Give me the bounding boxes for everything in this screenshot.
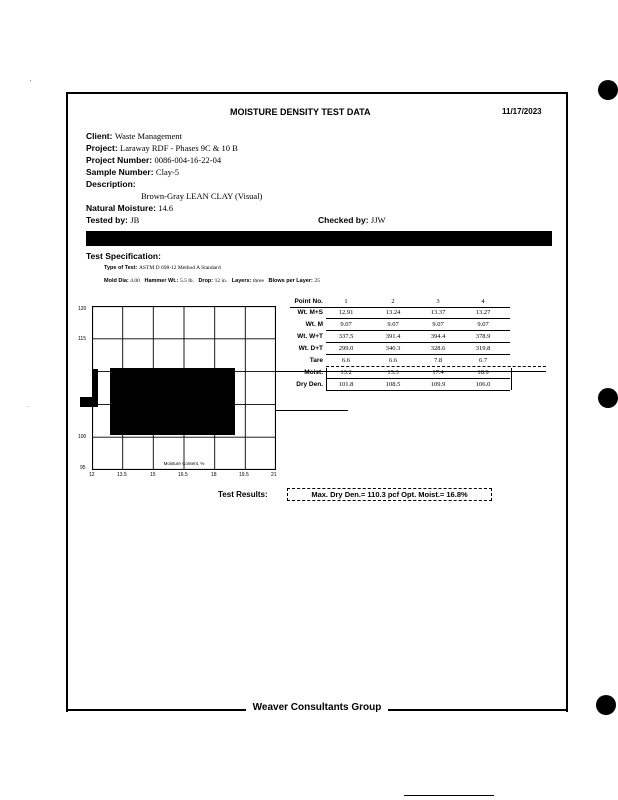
hammer-label: Hammer Wt.: [144,278,179,284]
scan-speck: ' [30,80,32,87]
footer-company: Weaver Consultants Group [252,702,382,713]
blows-value: 25 [314,278,320,284]
chart-redaction-edge [80,397,92,407]
project-value: Laraway RDF - Phases 9C & 10 B [120,143,238,153]
client-label: Client: [86,131,113,141]
spec-heading: Test Specification: [86,251,161,261]
row-label: Moist. [304,369,323,376]
redaction-bar [86,231,552,246]
y-tick: 115 [78,336,86,342]
footer-rule-left [66,709,246,711]
x-tick: 16.5 [178,472,188,478]
table-cell: 15.3 [387,369,399,376]
checked-by-value: JJW [370,215,386,225]
table-cell: 6.6 [341,357,351,364]
y-tick: 95 [80,465,86,471]
footer-rule-right [388,709,566,711]
row-label: Dry Den. [296,381,323,388]
x-axis-label: Moisture Content, % [163,461,205,466]
tested-by-value: JB [130,215,140,225]
description-row [86,178,136,190]
chart-redaction-main [110,368,235,435]
description-label: Description: [86,179,136,189]
table-rule [326,330,510,331]
row-label: Wt. M+S [297,309,323,316]
table-cell: 9.07 [387,321,399,328]
table-rule [326,318,510,319]
spec-type-value: ASTM D 698-12 Method A Standard [138,265,221,271]
client-value: Waste Management [114,131,182,141]
x-tick: 13.5 [117,472,127,478]
sample-number-value: Clay-5 [155,167,180,177]
table-rule [326,366,546,367]
x-tick: 18 [211,472,217,478]
table-cell: 108.5 [385,381,401,388]
table-cell: 106.0 [475,381,491,388]
table-rule [326,342,510,343]
x-tick: 15 [150,472,156,478]
sample-number-row [86,166,179,178]
sample-number-label: Sample Number: [86,167,154,177]
client-row [86,130,182,142]
spec-type-row [104,265,221,271]
results-value: Max. Dry Den.= 110.3 pcf Opt. Moist.= 16.8% [287,488,492,501]
results-label: Test Results: [218,490,268,499]
checked-by-row [318,214,386,226]
table-cell: 340.3 [385,345,401,352]
table-cell: 378.9 [475,333,491,340]
blows-label: Blows per Layer: [268,278,313,284]
project-number-label: Project Number: [86,155,153,165]
project-number-value: 0086-004-16-22-04 [154,155,222,165]
table-cell: 394.4 [430,333,446,340]
natural-moisture-value: 14.6 [158,203,174,213]
scan-speck: . [27,402,29,409]
checked-by-label: Checked by: [318,215,369,225]
hammer-value: 5.5 lb. [179,278,194,284]
row-label: Wt. W+T [297,333,323,340]
y-tick: 120 [78,306,87,312]
table-cell: 299.0 [338,345,354,352]
table-cell: 109.9 [430,381,446,388]
data-table [290,298,520,398]
point-number: 1 [344,298,348,305]
table-cell: 328.6 [430,345,446,352]
x-tick: 19.5 [239,472,249,478]
table-cell: 13.37 [430,309,446,316]
table-cell: 9.07 [432,321,444,328]
point-label: Point No. [294,298,323,305]
x-tick: 12 [89,472,95,478]
row-label: Wt. M [305,321,323,328]
table-cell: 17.4 [432,369,444,376]
compaction-chart [92,306,276,470]
table-cell: 13.24 [385,309,401,316]
layers-value: three [252,278,264,284]
natural-moisture-row [86,202,173,214]
table-cell: 18.9 [477,369,489,376]
point-number: 4 [481,298,485,305]
point-number: 3 [436,298,440,305]
punch-hole-top [598,80,618,100]
drop-label: Drop: [198,278,214,284]
table-box [326,368,512,390]
layers-label: Layers: [231,278,252,284]
table-cell: 12.91 [338,309,354,316]
table-cell: 337.5 [338,333,354,340]
scan-mark-bottom [404,795,494,796]
project-row [86,142,238,154]
table-cell: 101.8 [338,381,354,388]
punch-hole-middle [598,388,618,408]
table-cell: 7.8 [433,357,443,364]
chart-redaction-left [92,369,98,407]
table-cell: 6.6 [388,357,398,364]
tested-by-row [86,214,139,226]
chart-extension-line [276,410,348,411]
mold-label: Mold Dia: [104,278,129,284]
table-cell: 319.8 [475,345,491,352]
table-rule [290,307,510,308]
drop-value: 12 in. [214,278,228,284]
row-label: Tare [309,357,323,364]
x-tick: 21 [271,472,277,478]
row-label: Wt. D+T [298,345,323,352]
mold-value: 4.00 [130,278,140,284]
tested-by-label: Tested by: [86,215,128,225]
table-rule [326,354,510,355]
description-value: Brown-Gray LEAN CLAY (Visual) [141,191,263,201]
report-date: 11/17/2023 [502,107,542,116]
page-title: MOISTURE DENSITY TEST DATA [230,107,371,117]
table-cell: 13.27 [475,309,491,316]
spec-type-label: Type of Test: [104,265,138,271]
project-number-row [86,154,221,166]
table-rule [326,390,510,391]
table-cell: 391.4 [385,333,401,340]
punch-hole-bottom [596,695,616,715]
table-cell: 13.2 [340,369,352,376]
spec-params-row [104,278,320,284]
y-tick: 100 [78,434,87,440]
point-number: 2 [391,298,395,305]
table-cell: 9.07 [477,321,489,328]
table-cell: 9.07 [340,321,352,328]
natural-moisture-label: Natural Moisture: [86,203,156,213]
project-label: Project: [86,143,118,153]
table-cell: 6.7 [478,357,488,364]
